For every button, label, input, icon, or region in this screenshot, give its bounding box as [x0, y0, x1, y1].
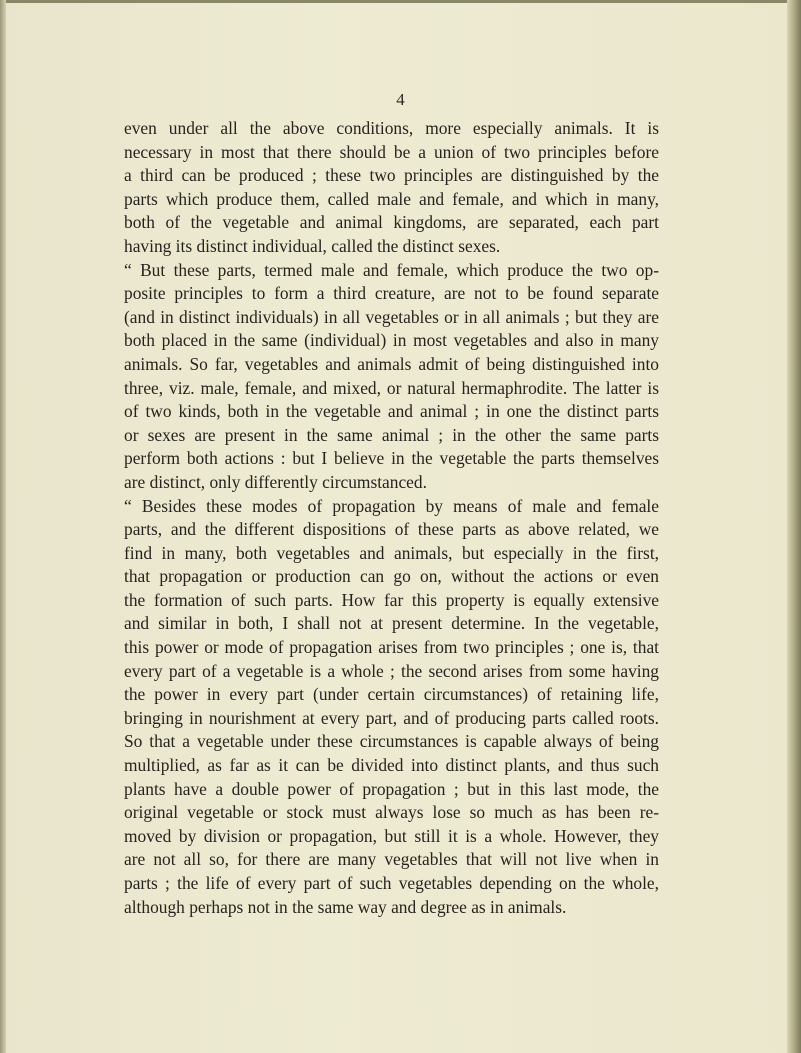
page-number: 4	[396, 90, 405, 109]
text-line: “ Besides these modes of propagation by means of male and female	[124, 495, 659, 516]
body-text	[124, 117, 659, 919]
text-line: So that a vegetable under these circumstances is capable always of being	[124, 731, 659, 752]
text-line: bringing in nourishment at every part, and of producing parts called roots.	[124, 707, 659, 728]
text-line: although perhaps not in the same way and degree as in animals.	[124, 896, 567, 917]
text-line: and similar in both, I shall not at present determine. In the vegetable,	[124, 613, 659, 634]
text-line: necessary in most that there should be a union of two principles before	[124, 141, 659, 162]
page-top-border	[0, 0, 801, 3]
text-line: even under all the above conditions, more especially animals. It is	[124, 118, 659, 138]
text-line: the formation of such parts. How far this property is equally extensive	[124, 589, 659, 610]
text-line: animals. So far, vegetables and animals admit of being distinguished into	[124, 353, 659, 374]
text-line: this power or mode of propagation arises from two principles ; one is, that	[124, 637, 659, 658]
text-line: are not all so, for there are many vegetables that will not live when in	[124, 849, 659, 870]
text-line: parts, and the different dispositions of these parts as above related, we	[124, 519, 659, 540]
text-line: having its distinct individual, called the distinct sexes.	[124, 235, 501, 256]
text-line: perform both actions : but I believe in the vegetable the parts themselves	[124, 448, 659, 469]
text-line: original vegetable or stock must always lose so much as has been re-	[124, 802, 659, 823]
page-right-edge	[787, 0, 801, 1053]
text-line: of two kinds, both in the vegetable and animal ; in one the distinct parts	[124, 401, 659, 422]
text-line: multiplied, as far as it can be divided into distinct plants, and thus such	[124, 755, 659, 776]
text-line: are distinct, only differently circumstanced.	[124, 471, 427, 492]
text-line: posite principles to form a third creature, are not to be found separate	[124, 283, 659, 304]
text-line: that propagation or production can go on, without the actions or even	[124, 566, 659, 587]
text-line: the power in every part (under certain circumstances) of retaining life,	[124, 684, 659, 705]
text-line: (and in distinct individuals) in all vegetables or in all animals ; but they are	[124, 306, 659, 327]
text-line: every part of a vegetable is a whole ; the second arises from some having	[124, 660, 659, 681]
text-line: plants have a double power of propagation ; but in this last mode, the	[124, 778, 659, 799]
text-line: or sexes are present in the same animal ; in the other the same parts	[124, 424, 659, 445]
text-line: “ But these parts, termed male and female, which produce the two op-	[124, 259, 659, 280]
text-line: find in many, both vegetables and animals, but especially in the first,	[124, 542, 659, 563]
text-line: three, viz. male, female, and mixed, or natural hermaphrodite. The latter is	[124, 377, 659, 398]
text-line: a third can be produced ; these two principles are distinguished by the	[124, 165, 659, 186]
text-line: parts which produce them, called male and female, and which in many,	[124, 188, 659, 209]
text-line: parts ; the life of every part of such vegetables depending on the whole,	[124, 873, 659, 893]
text-line: both placed in the same (individual) in most vegetables and also in many	[124, 330, 659, 351]
page-left-edge	[0, 0, 6, 1053]
text-line: both of the vegetable and animal kingdoms, are separated, each part	[124, 212, 659, 233]
text-line: moved by division or propagation, but still it is a whole. However, they	[124, 825, 659, 846]
